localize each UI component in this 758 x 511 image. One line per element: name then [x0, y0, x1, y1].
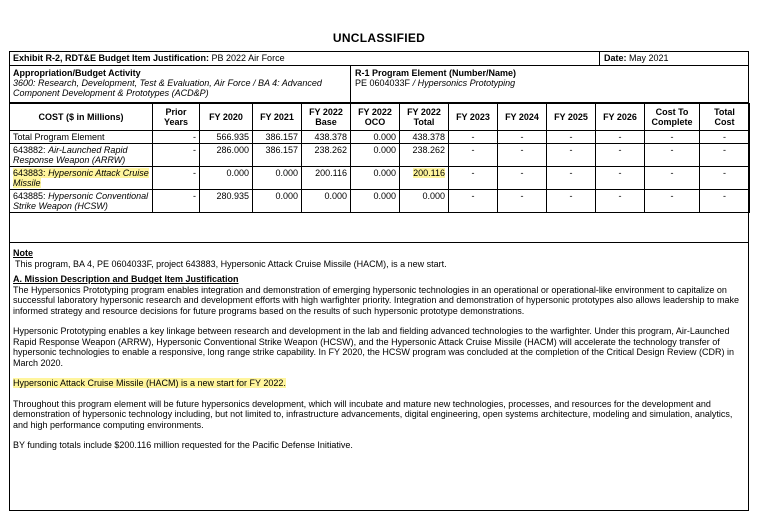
cell-value: 0.000: [373, 191, 396, 201]
table-cell: [498, 167, 547, 190]
project-code: 643882:: [13, 145, 46, 155]
table-row: [10, 190, 750, 213]
table-cell: [153, 131, 200, 144]
date-info: [599, 52, 754, 65]
cell-value: -: [723, 191, 726, 201]
exhibit-header: [9, 51, 749, 66]
cell-value: -: [569, 132, 573, 142]
cell-value: -: [471, 132, 475, 142]
table-cell: [449, 131, 498, 144]
funding-note: BY funding totals include $200.116 million requested for the Pacific Defense Initiative.: [13, 440, 353, 450]
cell-value: -: [670, 191, 674, 201]
section-divider: [9, 242, 749, 243]
table-cell: [700, 190, 750, 213]
cell-value: 386.157: [265, 145, 298, 155]
cell-value: 0.000: [373, 168, 396, 178]
mission-paragraph: Hypersonic Prototyping enables a key linkage between research and development in the lab and fielding advanced technologies to the warfighter. Under this program, Air-Launched Rapid Response Weapon (ARRW), Hypersonic Conventional Strike Weapon (HCSW), and the Hypersonic Attack Cruise Missile (HACM) will accelerate the technology transfer of hypersonic technologies to enable a responsive, long range strike capability. In FY 2020, the HCSW program was concluded at the completion of the Critical Design Review (CDR) in March 2020.: [13, 326, 735, 368]
cell-value: -: [193, 132, 196, 142]
table-cell: [351, 190, 400, 213]
date-value: May 2021: [629, 53, 669, 63]
table-row: [10, 131, 750, 144]
table-cell: [645, 131, 700, 144]
col-header: COST ($ in Millions): [10, 104, 153, 131]
row-name: Total Program Element: [13, 132, 105, 142]
cell-value: 280.935: [216, 191, 249, 201]
highlighted-label: [13, 168, 149, 188]
cost-table: [9, 103, 750, 213]
project-code: 643883:: [13, 168, 46, 178]
table-cell: [645, 167, 700, 190]
exhibit-label: Exhibit R-2, RDT&E Budget Item Justification:: [13, 53, 210, 63]
note-text: This program, BA 4, PE 0604033F, project 643883, Hypersonic Attack Cruise Missile (HACM), is a new start.: [15, 258, 447, 269]
program-element-section: [350, 65, 740, 102]
exhibit-value: PB 2022 Air Force: [211, 53, 285, 63]
cell-value: -: [618, 168, 622, 178]
table-cell: [302, 144, 351, 167]
cell-value: -: [193, 168, 196, 178]
cell-value: -: [670, 145, 674, 155]
highlighted-new-start: Hypersonic Attack Cruise Missile (HACM) is a new start for FY 2022.: [13, 378, 286, 388]
table-row: [10, 144, 750, 167]
table-cell: [596, 190, 645, 213]
table-cell: [645, 190, 700, 213]
table-cell: [302, 167, 351, 190]
cell-value: -: [618, 132, 622, 142]
cell-value: 238.262: [314, 145, 347, 155]
col-header: FY 2025: [547, 104, 596, 131]
table-cell: [253, 131, 302, 144]
col-header: FY 2024: [498, 104, 547, 131]
table-cell: [253, 144, 302, 167]
cell-value: -: [618, 145, 622, 155]
table-cell: [645, 144, 700, 167]
cell-value: -: [471, 191, 475, 201]
program-element-value: [355, 78, 740, 88]
row-label: [10, 144, 153, 167]
cell-value: 438.378: [412, 132, 445, 142]
mission-paragraph: The Hypersonics Prototyping program enables integration and demonstration of emerging hypersonic technologies in an operational or operational-like environment to capitalize on successful laboratory hypersonic research and development efforts with high warfighter priority. Integration and demonstration of hypersonic prototypes also allows leadership to make informed strategy and resource decisions for future programs based on the results of such hypersonic prototype demonstrations.: [13, 284, 740, 316]
table-cell: [700, 131, 750, 144]
table-cell: [700, 167, 750, 190]
project-name: Hypersonic Attack Cruise Missile: [13, 168, 149, 188]
classification-banner: UNCLASSIFIED: [332, 31, 426, 45]
table-cell: [400, 131, 449, 144]
cell-value: 0.000: [275, 168, 298, 178]
program-element-name: / Hypersonics Prototyping: [412, 78, 516, 88]
cell-value: -: [471, 145, 475, 155]
table-cell: [449, 144, 498, 167]
col-header: Total Cost: [700, 104, 750, 131]
appropriation-section: [13, 68, 348, 98]
table-cell: [253, 190, 302, 213]
col-header: FY 2021: [253, 104, 302, 131]
cell-value: -: [520, 132, 524, 142]
table-cell: [596, 144, 645, 167]
table-cell: [700, 144, 750, 167]
program-element-number: PE 0604033F: [355, 78, 411, 88]
table-cell: [449, 190, 498, 213]
cell-value: -: [193, 191, 196, 201]
table-cell: [351, 167, 400, 190]
table-cell: [200, 144, 253, 167]
cell-value: 438.378: [314, 132, 347, 142]
col-header: Prior Years: [153, 104, 200, 131]
table-cell: [547, 167, 596, 190]
table-cell: [153, 190, 200, 213]
table-cell: [596, 167, 645, 190]
col-header: FY 2020: [200, 104, 253, 131]
cell-value: 200.116: [413, 168, 445, 178]
cell-value: -: [569, 145, 573, 155]
appropriation-label: Appropriation/Budget Activity: [13, 68, 141, 78]
cell-value: 286.000: [216, 145, 249, 155]
cell-value: 0.000: [226, 168, 249, 178]
cell-value: 0.000: [422, 191, 445, 201]
col-header: FY 2026: [596, 104, 645, 131]
mission-heading: A. Mission Description and Budget Item Justification: [13, 274, 239, 284]
table-cell: [400, 144, 449, 167]
cell-value: -: [520, 191, 524, 201]
cell-value: 0.000: [373, 145, 396, 155]
col-header: Cost To Complete: [645, 104, 700, 131]
cell-value: 0.000: [324, 191, 347, 201]
table-cell: [547, 190, 596, 213]
cell-value: 386.157: [265, 132, 298, 142]
table-cell: [498, 131, 547, 144]
col-header: FY 2023: [449, 104, 498, 131]
table-cell: [547, 144, 596, 167]
cell-value: -: [520, 168, 524, 178]
col-header: FY 2022 Base: [302, 104, 351, 131]
cell-value: 0.000: [373, 132, 396, 142]
table-cell: [351, 144, 400, 167]
table-cell: [400, 167, 449, 190]
appropriation-block: [9, 65, 749, 103]
cell-value: -: [569, 191, 573, 201]
cell-value: -: [618, 191, 622, 201]
col-header: FY 2022 OCO: [351, 104, 400, 131]
mission-paragraph: Throughout this program element will be future hypersonics development, which will incubate and mature new technologies, processes, and resources for the development and demonstration of hypersonic technology including, but not limited to, infrastructure advancements, digital engineering, open systems architecture, modeling and simulation, analytics, and high performance computing environments.: [13, 398, 733, 430]
table-cell: [449, 167, 498, 190]
table-cell: [200, 131, 253, 144]
cell-value: -: [520, 145, 524, 155]
table-cell: [200, 190, 253, 213]
cell-value: -: [670, 132, 674, 142]
cell-value: -: [723, 132, 726, 142]
row-label: [10, 167, 153, 190]
cell-value: 238.262: [412, 145, 445, 155]
project-code: 643885:: [13, 191, 46, 201]
cell-value: -: [471, 168, 475, 178]
cell-value: -: [569, 168, 573, 178]
table-cell: [253, 167, 302, 190]
table-cell: [498, 144, 547, 167]
table-cell: [200, 167, 253, 190]
cell-value: 566.935: [216, 132, 249, 142]
date-label: Date:: [604, 53, 627, 63]
table-cell: [351, 131, 400, 144]
table-cell: [596, 131, 645, 144]
project-name: Air-Launched Rapid Response Weapon (ARRW): [13, 145, 128, 165]
project-name: Hypersonic Conventional Strike Weapon (HCSW): [13, 191, 149, 211]
table-cell: [302, 190, 351, 213]
table-cell: [153, 167, 200, 190]
justification-text: [13, 248, 743, 451]
program-element-label: R-1 Program Element (Number/Name): [355, 68, 517, 78]
exhibit-info: [13, 52, 285, 65]
col-header: FY 2022 Total: [400, 104, 449, 131]
note-heading: Note: [13, 248, 33, 258]
table-cell: [302, 131, 351, 144]
appropriation-value: 3600: Research, Development, Test & Evaluation, Air Force / BA 4: Advanced Component Development & Prototypes (ACD&P): [13, 78, 322, 98]
table-cell: [153, 144, 200, 167]
cell-value: -: [193, 145, 196, 155]
table-cell: [547, 131, 596, 144]
table-row: [10, 167, 750, 190]
row-label: [10, 190, 153, 213]
cell-value: -: [670, 168, 674, 178]
table-header-row: [10, 104, 750, 131]
row-label: [10, 131, 153, 144]
table-cell: [400, 190, 449, 213]
cell-value: 0.000: [275, 191, 298, 201]
cell-value: -: [723, 168, 726, 178]
cell-value: -: [723, 145, 726, 155]
table-cell: [498, 190, 547, 213]
cell-value: 200.116: [315, 168, 347, 178]
